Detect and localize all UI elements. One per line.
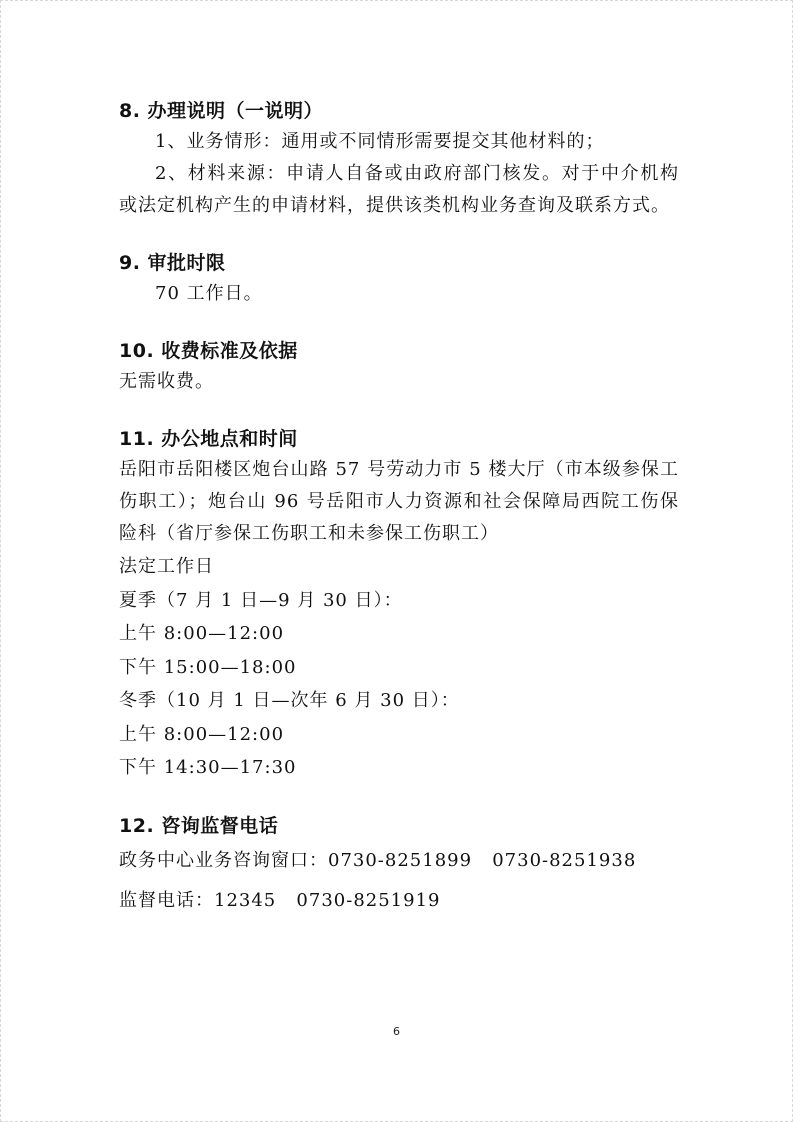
hours-line: 冬季（10 月 1 日—次年 6 月 30 日）： <box>119 690 460 711</box>
page-number: 6 <box>393 1025 400 1038</box>
section-9-body: 70 工作日。 <box>155 283 263 304</box>
consult-phone-line: 政务中心业务咨询窗口：0730-8251899 0730-8251938 <box>119 849 637 871</box>
section-12 <box>119 811 679 921</box>
section-8-item-1: 1、业务情形：通用或不同情形需要提交其他材料的； <box>155 131 605 152</box>
section-9-title: 9. 审批时限 <box>119 252 226 274</box>
section-8-item-2: 2、材料来源：申请人自备或由政府部门核发。对于中介机构或法定机构产生的申请材料，提供该类机构业务查询及联系方式。 <box>119 163 679 216</box>
section-8-title: 8. 办理说明（一说明） <box>119 100 324 122</box>
document-body <box>119 96 679 921</box>
hours-line: 上午 8:00—12:00 <box>119 723 285 745</box>
section-11-title: 11. 办公地点和时间 <box>119 428 298 450</box>
hours-line: 夏季（7 月 1 日—9 月 30 日）： <box>119 589 403 611</box>
section-12-title: 12. 咨询监督电话 <box>119 814 279 837</box>
section-8 <box>119 96 679 222</box>
section-11 <box>119 424 679 785</box>
section-10-title: 10. 收费标准及依据 <box>119 340 298 362</box>
hours-line: 上午 8:00—12:00 <box>119 623 285 644</box>
section-10-body: 无需收费。 <box>119 371 214 392</box>
section-9 <box>119 248 679 310</box>
section-11-address: 岳阳市岳阳楼区炮台山路 57 号劳动力市 5 楼大厅（市本级参保工伤职工）；炮台山 96 号岳阳市人力资源和社会保障局西院工伤保险科（省厅参保工伤职工和未参保工伤职工） <box>119 459 679 544</box>
hours-line: 下午 14:30—17:30 <box>119 757 297 778</box>
supervise-phone-line: 监督电话：12345 0730-8251919 <box>119 889 441 911</box>
hours-line: 下午 15:00—18:00 <box>119 656 297 678</box>
section-10 <box>119 336 679 398</box>
hours-line: 法定工作日 <box>119 556 214 577</box>
